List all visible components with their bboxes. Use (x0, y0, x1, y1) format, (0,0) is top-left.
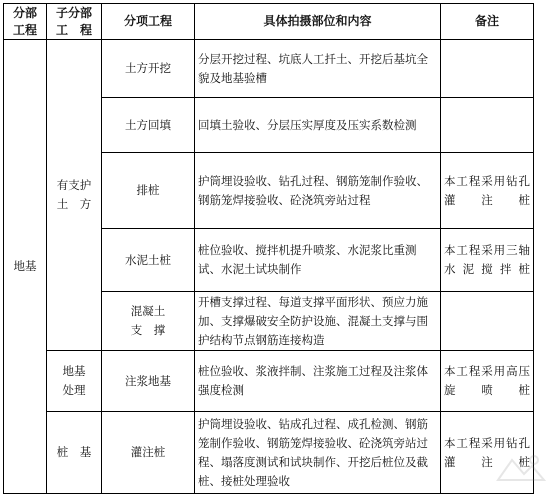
header-item: 分项工程 (102, 4, 195, 40)
header-division: 分部 工程 (4, 4, 47, 40)
note-cell: 本工程采用高压旋喷桩 (441, 351, 534, 412)
table-row (4, 351, 534, 412)
item-cell: 注浆地基 (102, 351, 195, 412)
note-cell (441, 292, 534, 351)
construction-photo-table (3, 3, 534, 494)
subdivision-cell: 地基 处理 (47, 351, 102, 412)
note-cell (441, 98, 534, 153)
item-cell: 土方回填 (102, 98, 195, 153)
content-cell: 护筒埋设验收、钻孔过程、钢筋笼制作验收、钢筋笼焊接验收、砼浇筑旁站过程 (195, 153, 441, 229)
item-cell: 水泥土桩 (102, 229, 195, 292)
table-row (4, 40, 534, 98)
content-cell: 开槽支撑过程、每道支撑平面形状、预应力施加、支撑爆破安全防护设施、混凝土支撑与围护结构节点钢筋连接构造 (195, 292, 441, 351)
header-row (4, 4, 534, 40)
content-cell: 桩位验收、浆液拌制、注浆施工过程及注浆体强度检测 (195, 351, 441, 412)
header-content: 具体拍摄部位和内容 (195, 4, 441, 40)
note-cell (441, 40, 534, 98)
subdivision-cell: 有支护 土 方 (47, 40, 102, 351)
note-cell: 本工程采用钻孔灌注桩 (441, 153, 534, 229)
item-cell: 混凝土 支 撑 (102, 292, 195, 351)
content-cell: 回填土验收、分层压实厚度及压实系数检测 (195, 98, 441, 153)
content-cell: 分层开挖过程、坑底人工扦土、开挖后基坑全貌及地基验槽 (195, 40, 441, 98)
table-row (4, 412, 534, 494)
content-cell: 桩位验收、搅拌机提升喷浆、水泥浆比重测试、水泥土试块制作 (195, 229, 441, 292)
watermark-logo-icon (490, 450, 550, 490)
item-cell: 灌注桩 (102, 412, 195, 494)
note-cell: 本工程采用三轴水泥搅拌桩 (441, 229, 534, 292)
note-cell: 本工程采用钻孔灌注桩 (441, 412, 534, 494)
subdivision-cell: 桩 基 (47, 412, 102, 494)
header-note: 备注 (441, 4, 534, 40)
item-cell: 土方开挖 (102, 40, 195, 98)
division-cell: 地基 (4, 40, 47, 494)
item-cell: 排桩 (102, 153, 195, 229)
content-cell: 护筒埋设验收、钻成孔过程、成孔检测、钢筋笼制作验收、钢筋笼焊接验收、砼浇筑旁站过程、塌落度测试和试块制作、开挖后桩位及截桩、接桩处理验收 (195, 412, 441, 494)
header-subdivision: 子分部 工 程 (47, 4, 102, 40)
